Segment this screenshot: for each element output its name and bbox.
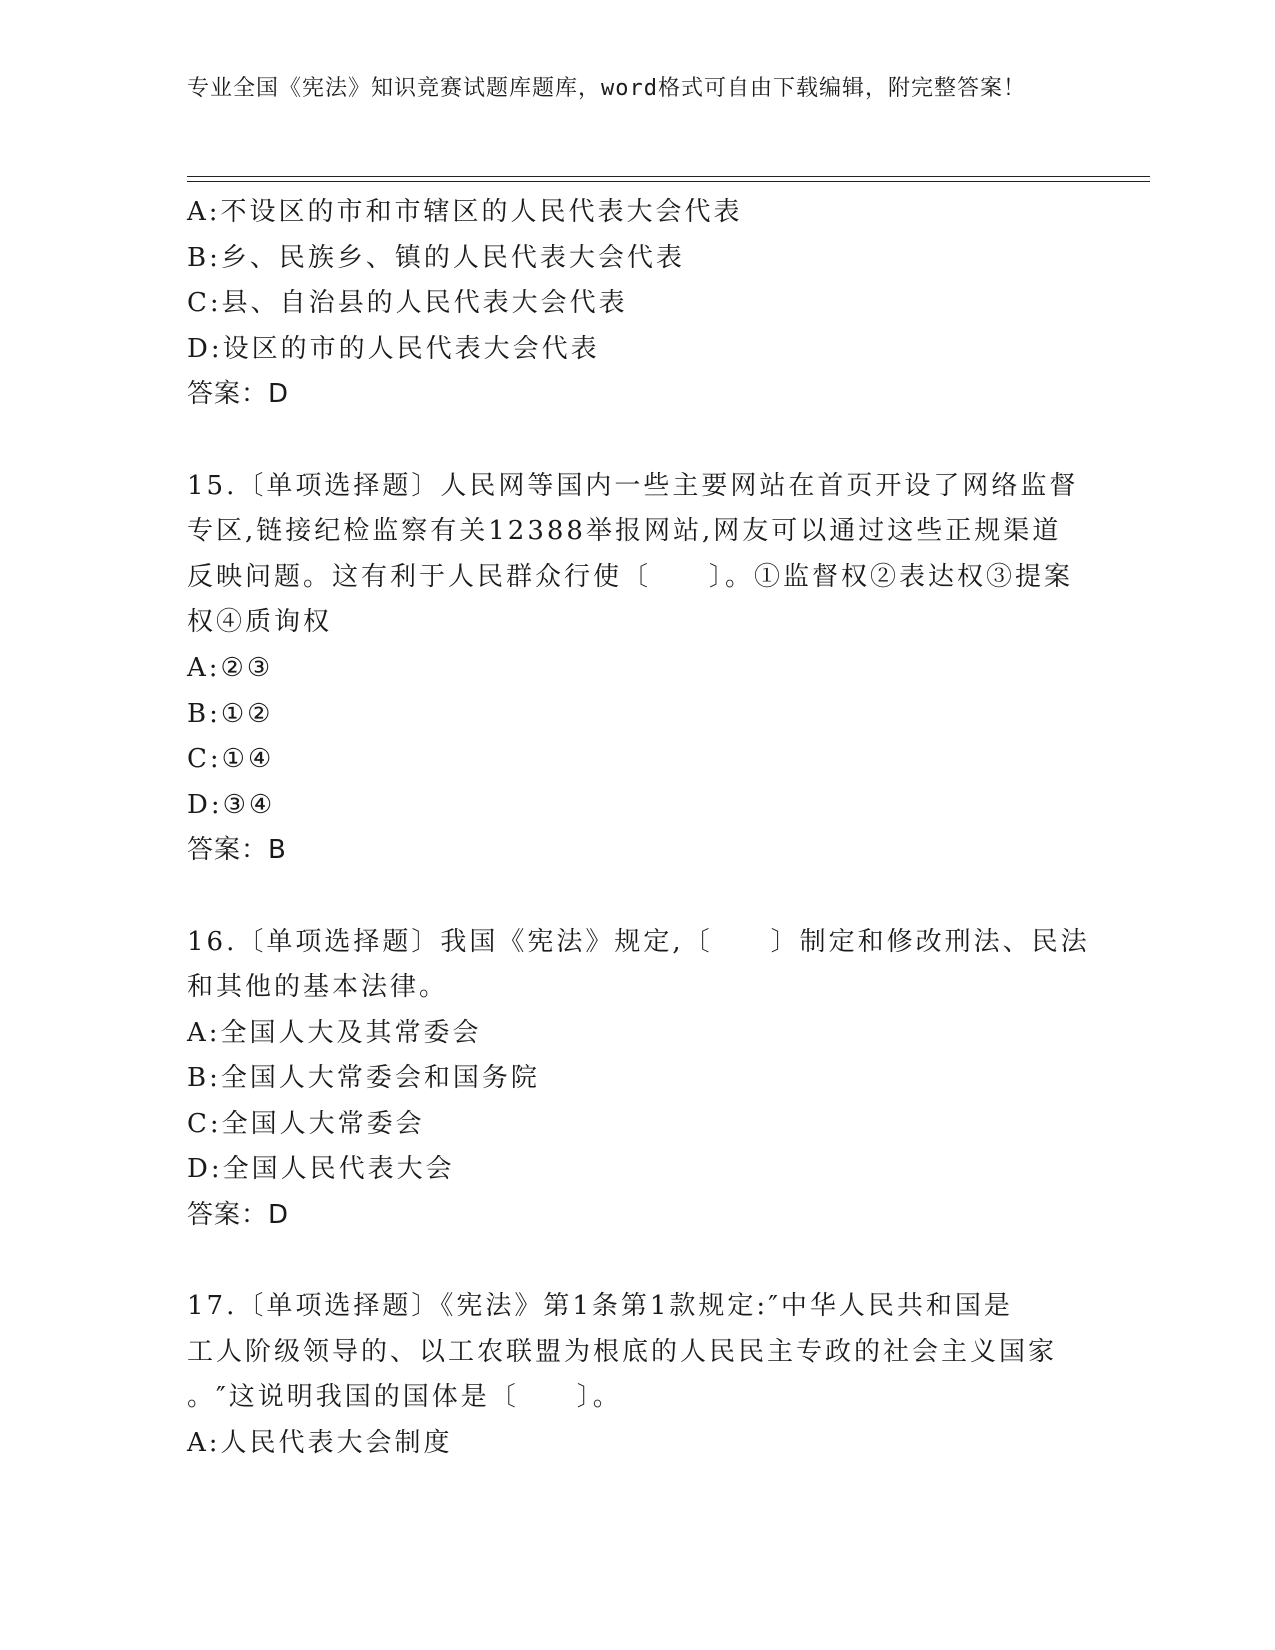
header-divider-top — [187, 176, 1150, 177]
spacer — [187, 1239, 1077, 1285]
option-b: B:乡、民族乡、镇的人民代表大会代表 — [187, 242, 685, 273]
option-a: A:②③ — [187, 652, 274, 683]
option-c: C:县、自治县的人民代表大会代表 — [187, 288, 628, 319]
option-a: A:全国人大及其常委会 — [187, 1017, 482, 1048]
question-16 — [187, 920, 1090, 1239]
question-stem-line: 16.〔单项选择题〕我国《宪法》规定,〔 〕制定和修改刑法、民法 — [187, 926, 1090, 957]
option-c: C:①④ — [187, 744, 275, 775]
option-d: D:全国人民代表大会 — [187, 1154, 455, 1185]
option-b: B:全国人大常委会和国务院 — [187, 1063, 540, 1094]
option-b: B:①② — [187, 698, 274, 729]
question-14 — [187, 190, 1077, 418]
question-stem-line: 17.〔单项选择题〕《宪法》第1条第1款规定:″中华人民共和国是 — [187, 1291, 1013, 1322]
page-header: 专业全国《宪法》知识竞赛试题库题库，word格式可自由下载编辑，附完整答案！ — [187, 76, 1026, 101]
option-d: D:③④ — [187, 789, 276, 820]
answer: 答案：D — [187, 379, 290, 410]
question-content — [187, 190, 1090, 1467]
question-stem-line: 专区,链接纪检监察有关12388举报网站,网友可以通过这些正规渠道 — [187, 516, 1062, 547]
header-divider-bottom — [187, 181, 1150, 182]
spacer — [187, 418, 1077, 464]
answer: 答案：B — [187, 835, 287, 866]
option-a: A:人民代表大会制度 — [187, 1428, 453, 1459]
question-stem-line: 。″这说明我国的国体是〔 〕。 — [187, 1382, 622, 1413]
question-17 — [187, 1284, 1077, 1466]
question-stem-line: 和其他的基本法律。 — [187, 972, 449, 1003]
spacer — [187, 874, 1077, 920]
option-a: A:不设区的市和市辖区的人民代表大会代表 — [187, 197, 743, 227]
question-15 — [187, 464, 1077, 874]
question-stem-line: 权④质询权 — [187, 607, 333, 638]
answer: 答案：D — [187, 1200, 290, 1231]
option-c: C:全国人大常委会 — [187, 1108, 425, 1139]
question-stem-line: 工人阶级领导的、以工农联盟为根底的人民民主专政的社会主义国家 — [187, 1336, 1058, 1367]
option-d: D:设区的市的人民代表大会代表 — [187, 333, 600, 364]
question-stem-line: 反映问题。这有利于人民群众行使〔 〕。①监督权②表达权③提案 — [187, 561, 1074, 592]
question-stem-line: 15.〔单项选择题〕人民网等国内一些主要网站在首页开设了网络监督 — [187, 470, 1079, 501]
